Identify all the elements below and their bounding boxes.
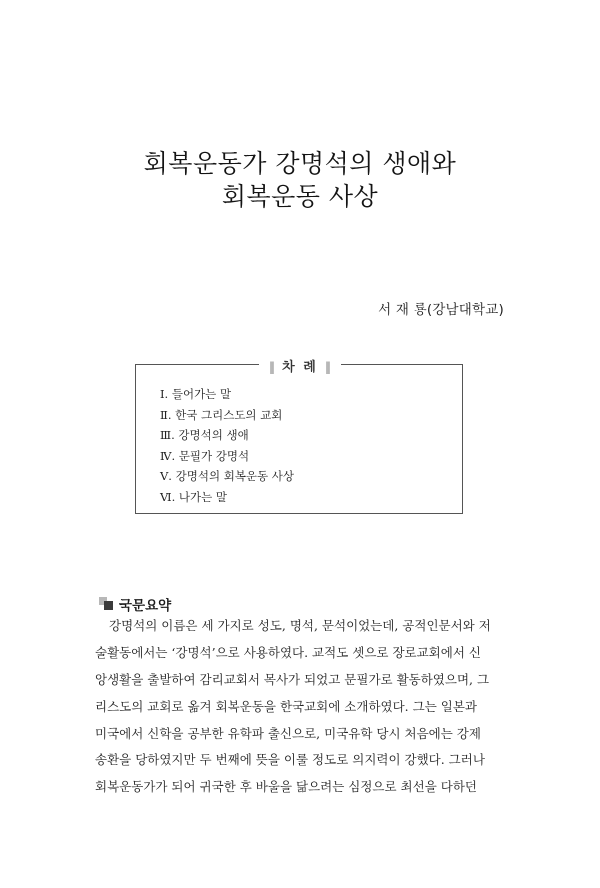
paper-title-line-1: 회복운동가 강명석의 생애와 [143,149,457,178]
abstract-line-4: 리스도의 교회로 옮겨 회복운동을 한국교회에 소개하였다. 그는 일본과 [95,698,477,714]
toc-bar-left: ‖ [269,360,276,374]
paper-title-line-2: 회복운동 사상 [221,182,379,211]
toc-item-2[interactable]: Ⅱ. 한국 그리스도의 교회 [160,407,283,422]
toc-item-5[interactable]: Ⅴ. 강명석의 회복운동 사상 [160,469,295,483]
abstract-line-3: 앙생활을 출발하여 감리교회서 목사가 되었고 문필가로 활동하였으며, 그 [95,671,490,687]
author-affiliation: 서 재 룡(강남대학교) [378,302,504,318]
abstract-line-1: 강명석의 이름은 세 가지로 성도, 명석, 문석이었는데, 공적인문서와 저 [109,618,491,633]
abstract-heading [99,594,171,614]
toc-bar-right: ‖ [324,360,331,374]
toc-list [160,384,294,507]
toc-item-6[interactable]: Ⅵ. 나가는 말 [160,489,227,504]
abstract-line-7: 회복운동가가 되어 귀국한 후 바울을 닮으려는 심정으로 최선을 다하던 [95,779,477,795]
toc-item-4[interactable]: Ⅳ. 문필가 강명석 [160,448,250,463]
abstract-heading-text: 국문요약 [119,598,172,614]
toc-item-3[interactable]: Ⅲ. 강명석의 생애 [160,428,249,442]
abstract-line-5: 미국에서 신학을 공부한 유학파 출신으로, 미국유학 당시 처음에는 강제 [95,725,481,741]
abstract-line-6: 송환을 당하였지만 두 번째에 뜻을 이룰 정도로 의지력이 강했다. 그러나 [95,752,485,768]
section-marker-icon [99,597,115,611]
toc-title: 차 례 [282,360,318,375]
abstract-body [95,613,505,801]
toc-item-1[interactable]: Ⅰ. 들어가는 말 [160,387,232,401]
abstract-line-2: 술활동에서는 ‘강명석’으로 사용하였다. 교적도 셋으로 장로교회에서 신 [95,644,481,660]
